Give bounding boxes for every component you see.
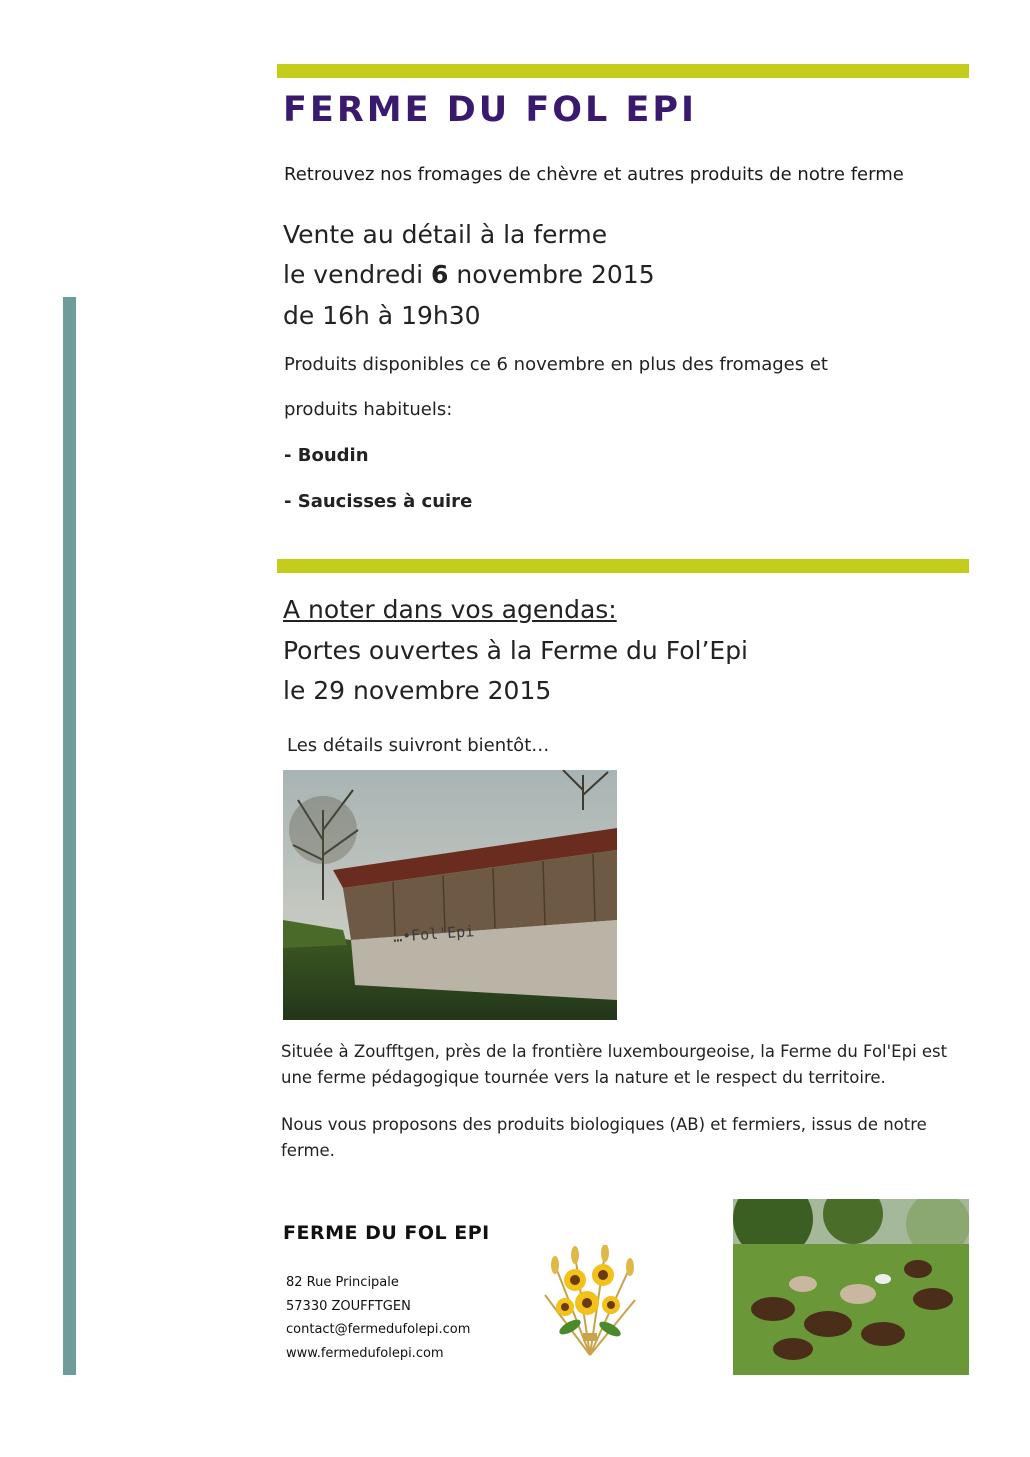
agenda-line-2: le 29 novembre 2015 <box>283 676 552 705</box>
sunflower-bouquet-icon <box>535 1245 645 1365</box>
sale-line-2-suffix: novembre 2015 <box>448 260 655 289</box>
footer-farm-name: FERME DU FOL EPI <box>283 1222 490 1244</box>
footer-address-line-2: 57330 ZOUFFTGEN <box>286 1298 411 1314</box>
side-accent-bar <box>63 297 76 1375</box>
middle-accent-bar <box>277 559 969 573</box>
agenda-heading: A noter dans vos agendas: <box>283 595 617 624</box>
sale-line-3: de 16h à 19h30 <box>283 301 481 330</box>
page-title: FERME DU FOL EPI <box>283 90 698 130</box>
goats-photo <box>733 1199 969 1375</box>
products-intro-1: Produits disponibles ce 6 novembre en plus des fromages et <box>284 354 828 375</box>
sale-line-1: Vente au détail à la ferme <box>283 220 608 249</box>
barn-wall-text: …•Fol'Epi <box>392 922 475 946</box>
footer-email[interactable]: contact@fermedufolepi.com <box>286 1322 471 1337</box>
barn-photo <box>283 770 617 1020</box>
footer-website[interactable]: www.fermedufolepi.com <box>286 1345 444 1361</box>
top-accent-bar <box>277 64 969 78</box>
description-para-2: Nous vous proposons des produits biologiques (AB) et fermiers, issus de notre ferme. <box>281 1115 927 1160</box>
page-subtitle: Retrouvez nos fromages de chèvre et autres produits de notre ferme <box>284 164 904 185</box>
barn-photo-illustration <box>283 770 617 1020</box>
product-item-boudin: - Boudin <box>284 445 369 466</box>
product-item-saucisses: - Saucisses à cuire <box>284 491 473 512</box>
goats-photo-illustration <box>733 1199 969 1375</box>
footer-address <box>286 1271 470 1365</box>
products-intro-2: produits habituels: <box>284 399 453 420</box>
sale-line-2-prefix: le vendredi <box>283 260 432 289</box>
sale-line-2-day: 6 <box>431 260 449 289</box>
agenda-details: Les détails suivront bientôt… <box>287 735 550 756</box>
agenda-line-1: Portes ouvertes à la Ferme du Fol’Epi <box>283 636 749 665</box>
footer-address-line-1: 82 Rue Principale <box>286 1275 399 1290</box>
sale-line-2 <box>283 256 655 294</box>
description-para-1: Située à Zoufftgen, près de la frontière luxembourgeoise, la Ferme du Fol'Epi est une ferme pédagogique tournée vers la nature et le respect du territoire. <box>281 1042 948 1087</box>
